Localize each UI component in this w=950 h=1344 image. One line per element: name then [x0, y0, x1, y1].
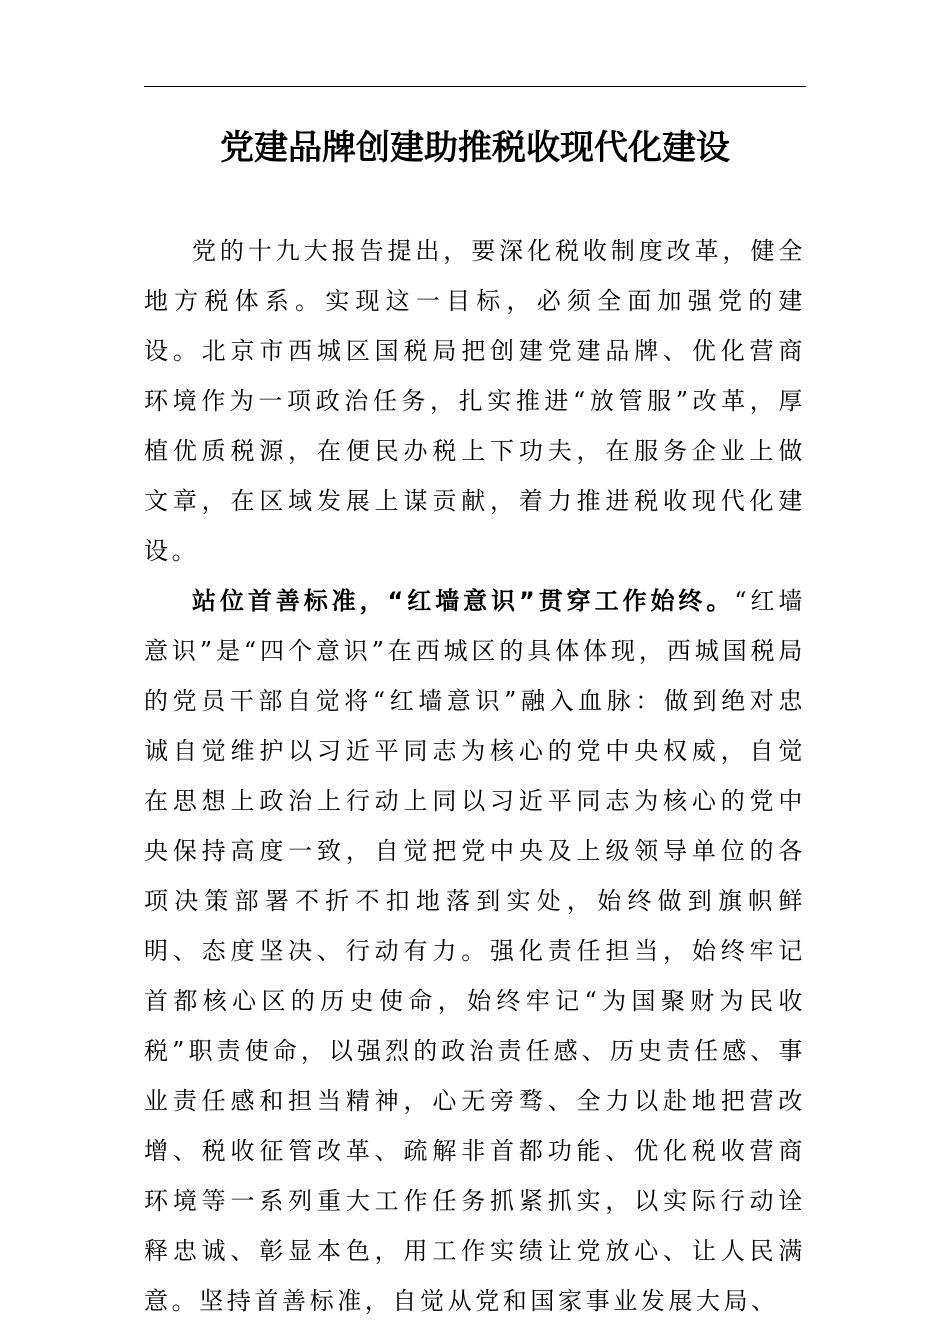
- paragraph-intro: [144, 226, 806, 576]
- document-title: 党建品牌创建助推税收现代化建设: [220, 128, 730, 168]
- header-rule: [144, 86, 806, 87]
- paragraph-text: “红墙意识”是“四个意识”在西城区的具体体现，西城国税局的党员干部自觉将“红墙意识”融入血脉：做到绝对忠诚自觉维护以习近平同志为核心的党中央权威，自觉在思想上政治上行动上同以习近平同志为核心的党中央保持高度一致，自觉把党中央及上级领导单位的各项决策部署不折不扣地落到实处，始终做到旗帜鲜明、态度坚决、行动有力。强化责任担当，始终牢记首都核心区的历史使命，始终牢记“为国聚财为民收税”职责使命，以强烈的政治责任感、历史责任感、事业责任感和担当精神，心无旁骛、全力以赴地把营改增、税收征管改革、疏解非首都功能、优化税收营商环境等一系列重大工作任务抓紧抓实，以实际行动诠释忠诚、彰显本色，用工作实绩让党放心、让人民满意。坚持首善标准，自觉从党和国家事业发展大局、: [144, 587, 806, 1315]
- paragraph-lead-heading: 站位首善标准，“红墙意识”贯穿工作始终。: [192, 587, 735, 615]
- document-body: [144, 226, 806, 1326]
- paragraph-red-wall: [144, 576, 806, 1326]
- paragraph-text: 党的十九大报告提出，要深化税收制度改革，健全地方税体系。实现这一目标，必须全面加强党的建设。北京市西城区国税局把创建党建品牌、优化营商环境作为一项政治任务，扎实推进“放管服”改革，厚植优质税源，在便民办税上下功夫，在服务企业上做文章，在区域发展上谋贡献，着力推进税收现代化建设。: [144, 237, 806, 565]
